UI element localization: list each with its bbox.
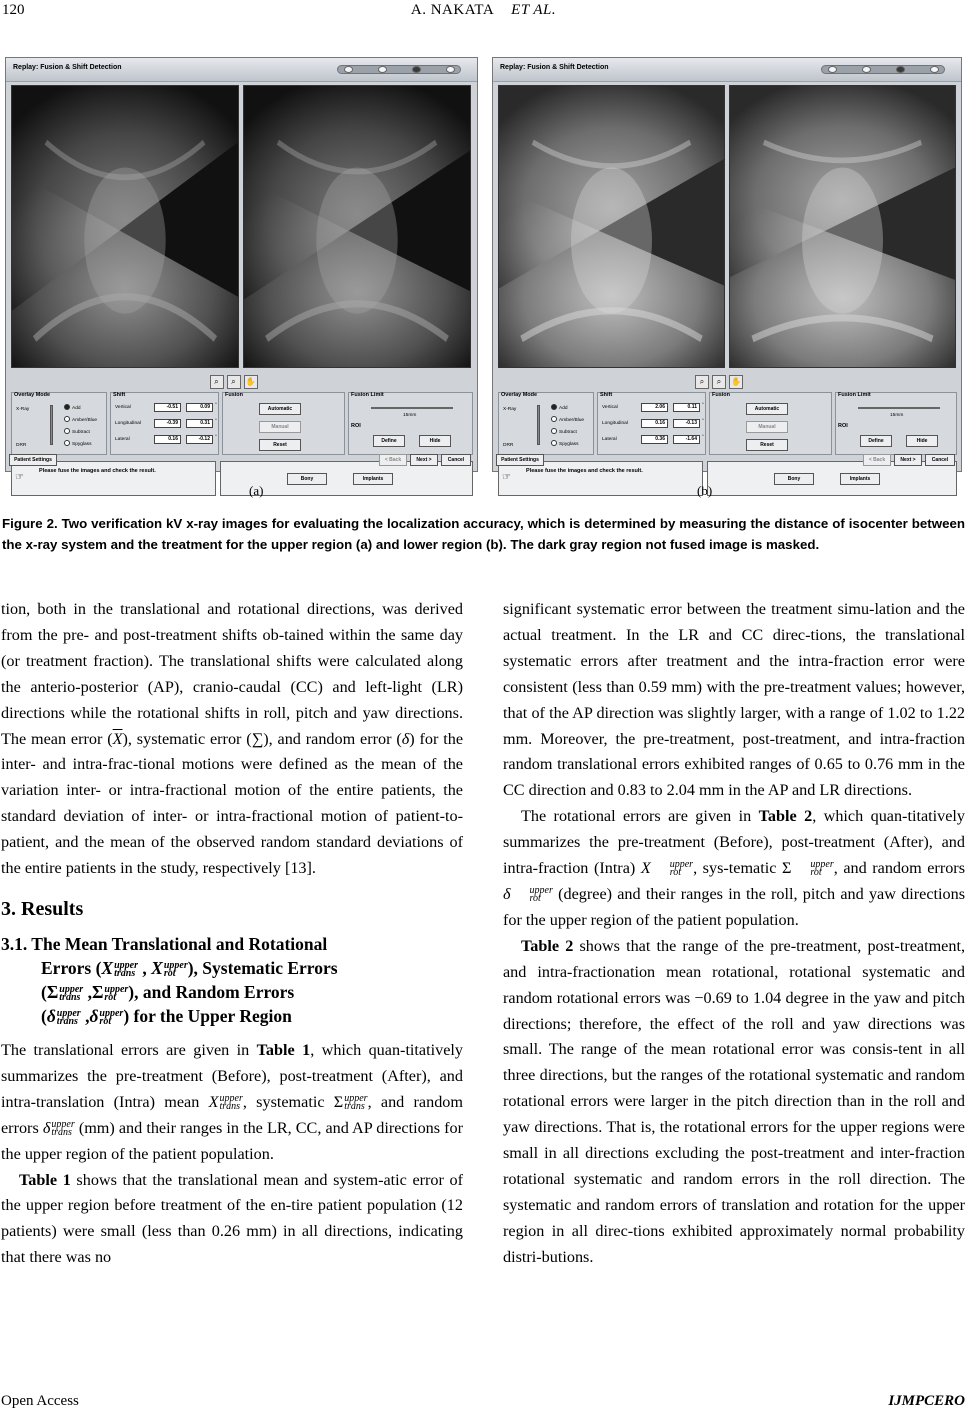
translation-field[interactable]: 0.16: [154, 435, 181, 444]
paragraph-translational-errors: The translational errors are given in Table 1, which quan-titatively summarizes the pre-treatment (Before), post-treatment (After), and intra-translation (Intra) mean X upper trans , systematic Σ upper trans , and random errors δ upper trans (mm) and their ranges in the LR, CC, and AP directions for the upper region of the patient population.: [1, 1040, 464, 1163]
rotation-field[interactable]: 0.09: [186, 403, 213, 412]
degree-symbol: °: [215, 403, 217, 408]
shift-group: [110, 392, 219, 455]
overlay-mode-label: Overlay Mode: [14, 392, 51, 398]
image-tools: [695, 371, 746, 385]
paragraph-methods: tion, both in the translational and rotational directions, was derived from the pre- and post-treatment shifts ob-tained within the same day (or treatment fraction). The translational shifts were calculated along the anterio-posterior (AP), cranio-caudal (CC) and left-light (LR) directions while the rotational shifts in roll, pitch and yaw directions. The mean error $(\overline{X})$, systematic error (∑), and random error (δ) for the inter- and intra-frac-tional motions were defined as the mean of the variation inter- or intra-fractional motion of the entire patients, the standard deviation of inter- or intra-fractional motion of patient-to-patient, and the mean of the observed random standard deviations of the entire patients in the study, respectively [13].: [1, 600, 464, 878]
define-roi-button[interactable]: Define: [373, 435, 405, 447]
window-title: Replay: Fusion & Shift Detection: [500, 64, 609, 71]
fusion-limit-value: 15mm: [890, 413, 904, 418]
overlay-radio-spyglass[interactable]: Spyglass: [64, 440, 91, 447]
xray-image-left: [11, 85, 239, 368]
fusion-group: [709, 392, 832, 455]
step-dot: [896, 66, 905, 73]
step-dot: [862, 66, 871, 73]
degree-symbol: °: [702, 419, 704, 424]
paragraph-systematic-error: significant systematic error between the treatment simu-lation and the actual treatment. In the LR and CC direc-tions, the translational systematic errors after treatment and the intra-fraction error were consistent (less than 0.59 mm) with the pre-treatment values; however, that of the AP direction was slightly larger, with a range of 1.02 to 1.22 mm. Moreover, the pre-treatment, post-treatment, and intra-fraction random translational errors exhibited ranges of 0.65 to 0.76 mm in the CC direction and 0.83 to 2.04 mm in the AP and LR directions.: [503, 600, 965, 800]
table-2-reference[interactable]: Table 2: [758, 807, 813, 826]
shift-row-label: Lateral: [602, 437, 617, 442]
overlay-radio-add[interactable]: Add: [551, 404, 568, 411]
shift-row-label: Vertical: [602, 405, 618, 410]
degree-symbol: °: [215, 435, 217, 440]
window-title: Replay: Fusion & Shift Detection: [13, 64, 122, 71]
fusion-limit-slider[interactable]: [858, 407, 940, 409]
shift-row-label: Longitudinal: [115, 421, 141, 426]
overlay-mode-group: [11, 392, 107, 455]
overlay-radio-subtract[interactable]: Subtract: [64, 428, 90, 435]
table-1-reference-2[interactable]: Table 1: [19, 1170, 71, 1189]
hand-pointer-icon: ☞: [502, 472, 511, 483]
subsection-heading-3-1: 3.1. The Mean Translational and Rotational Errors (X upper trans , X upper rot ), Systematic Errors (Σ upper trans ,Σ upper rot ), and Random Errors (δ upper trans ,δ upper rot ) for the Upper Region: [1, 933, 338, 1027]
fusion-limit-value: 15mm: [403, 413, 417, 418]
zoom-in-icon[interactable]: ⌕: [210, 375, 224, 389]
hide-roi-button[interactable]: Hide: [419, 435, 451, 447]
subfigure-label-b: (b): [697, 483, 713, 498]
mean-error-symbol: $\overline{X}$: [112, 729, 123, 748]
zoom-out-icon[interactable]: ⌕: [227, 375, 241, 389]
zoom-out-icon[interactable]: ⌕: [712, 375, 726, 389]
degree-symbol: °: [702, 403, 704, 408]
hide-roi-button[interactable]: Hide: [906, 435, 938, 447]
step-dot: [412, 66, 421, 73]
fusion-limit-group: [348, 392, 473, 455]
overlay-mode-label: Overlay Mode: [501, 392, 538, 398]
overlay-radio-subtract[interactable]: Subtract: [551, 428, 577, 435]
roi-label: ROI: [838, 423, 848, 429]
page-footer: [0, 1393, 967, 1413]
rotation-field[interactable]: -0.13: [673, 419, 700, 428]
overlay-radio-add[interactable]: Add: [64, 404, 81, 411]
section-heading-results: 3. Results: [1, 897, 84, 920]
rotation-field[interactable]: -0.12: [186, 435, 213, 444]
figure-caption: Figure 2. Two verification kV x-ray images for evaluating the localization accuracy, which is determined by measuring the distance of isocenter between the x-ray system and the treatment for the upper region (a) and lower region (b). The dark gray region not fused image is masked.: [2, 516, 965, 552]
translation-field[interactable]: 2.06: [641, 403, 668, 412]
subfigure-label-a: (a): [249, 483, 264, 498]
paragraph-table1-discussion: Table 1 shows that the translational mean and system-atic error of the upper region before treatment of the en-tire patient population (12 patients) were small (less than 0.26 mm) in all directions, indicating that there was no: [1, 1170, 464, 1267]
zoom-in-icon[interactable]: ⌕: [695, 375, 709, 389]
drr-image-right: [243, 85, 471, 368]
right-column: [503, 597, 965, 1271]
systematic-error-symbol: ∑: [251, 729, 264, 748]
degree-symbol: °: [215, 419, 217, 424]
automatic-button[interactable]: Automatic: [259, 403, 301, 415]
xray-label: X-Ray: [503, 407, 517, 412]
step-indicator: [821, 65, 945, 74]
shift-row-label: Lateral: [115, 437, 130, 442]
step-dot: [828, 66, 837, 73]
step-indicator: [337, 65, 461, 74]
xray-image-left: [498, 85, 725, 368]
translation-field[interactable]: 0.16: [641, 419, 668, 428]
page-number: 120: [2, 2, 25, 18]
shift-label: Shift: [600, 392, 613, 398]
fusion-limit-group: [835, 392, 957, 455]
table-1-reference[interactable]: Table 1: [256, 1040, 311, 1059]
automatic-button[interactable]: Automatic: [746, 403, 788, 415]
rotation-field[interactable]: 0.31: [186, 419, 213, 428]
wizard-footer: [9, 454, 474, 468]
overlay-radio-amber-blue[interactable]: Amber/Blue: [551, 416, 584, 423]
shift-label: Shift: [113, 392, 126, 398]
table-2-reference-2[interactable]: Table 2: [521, 936, 574, 955]
back-button[interactable]: < Back: [379, 454, 407, 466]
translation-field[interactable]: -0.51: [154, 403, 181, 412]
degree-symbol: °: [702, 435, 704, 440]
overlay-mode-group: [498, 392, 594, 455]
overlay-slider[interactable]: [50, 405, 53, 445]
fusion-label: Fusion: [225, 392, 244, 398]
step-dot: [378, 66, 387, 73]
translation-field[interactable]: -0.39: [154, 419, 181, 428]
manual-button[interactable]: Manual: [259, 421, 301, 433]
fusion-group: [222, 392, 345, 455]
running-head-authors: A. NAKATA ET AL.: [410, 2, 557, 18]
bony-button[interactable]: Bony: [287, 473, 327, 485]
paragraph-table2-discussion: Table 2 shows that the range of the pre-treatment, post-treatment, and intra-fractionation mean rotational, rotational systematic and random rotational errors was −0.69 to 1.04 degree in the yaw and pitch directions; therefore, the effect of the roll and yaw directions was small. The range of the mean rotational error was consis-tent in all three directions, but the ranges of the rotational systematic and random rotational errors were larger in the pitch direction than in the roll and yaw directions. That is, the rotational errors for the upper regions were small in all directions excluding the post-treatment and inter-fraction rotational systematic and random errors in the roll direction. The systematic and random errors of translation and rotation for the upper region in all direc-tions exhibited approximately normal probability distri-butions.: [503, 936, 965, 1266]
roi-label: ROI: [351, 423, 361, 429]
paragraph-rotational-errors: The rotational errors are given in Table 2, which quan-titatively summarizes the pre-treatment (Before), post-treatment (After), and intra-fraction (Intra) X upper rot , sys-tematic Σ upper rot , and random errors δ upper rot (degree) and their ranges in the roll, pitch and yaw directions for the upper region of the patient population.: [503, 807, 965, 929]
overlay-radio-amber-blue[interactable]: Amber/Blue: [64, 416, 97, 423]
fusion-limit-label: Fusion Limit: [838, 392, 871, 398]
overlay-slider[interactable]: [537, 405, 540, 445]
cancel-button[interactable]: Cancel: [441, 454, 471, 466]
drr-image-right: [729, 85, 956, 368]
footer-open-access: Open Access: [1, 1393, 79, 1409]
overlay-radio-spyglass[interactable]: Spyglass: [551, 440, 578, 447]
instruction-text: Please fuse the images and check the result.: [39, 468, 156, 474]
patient-settings-button[interactable]: Patient Settings: [9, 454, 57, 466]
wizard-footer: [496, 454, 958, 468]
footer-journal: IJMPCERO: [888, 1393, 965, 1409]
reset-button[interactable]: Reset: [259, 439, 301, 451]
hand-pointer-icon: ☞: [15, 472, 24, 483]
step-dot: [344, 66, 353, 73]
pan-hand-icon[interactable]: ✋: [244, 375, 258, 389]
translation-field[interactable]: 0.36: [641, 435, 668, 444]
reset-button[interactable]: Reset: [746, 439, 788, 451]
cancel-button[interactable]: Cancel: [925, 454, 955, 466]
drr-label: DRR: [16, 443, 27, 448]
screenshot-panel-a: [5, 57, 478, 483]
rotation-field[interactable]: 0.11: [673, 403, 700, 412]
fusion-limit-label: Fusion Limit: [351, 392, 384, 398]
shift-row-label: Longitudinal: [602, 421, 628, 426]
pan-hand-icon[interactable]: ✋: [729, 375, 743, 389]
running-head: [0, 2, 967, 26]
screenshot-panel-b: [492, 57, 962, 483]
shift-row-label: Vertical: [115, 405, 131, 410]
left-column: [1, 597, 463, 1271]
shift-group: [597, 392, 706, 455]
fusion-limit-slider[interactable]: [371, 407, 453, 409]
patient-settings-button[interactable]: Patient Settings: [496, 454, 544, 466]
bony-button[interactable]: Bony: [774, 473, 814, 485]
next-button[interactable]: Next >: [410, 454, 438, 466]
next-button[interactable]: Next >: [894, 454, 922, 466]
manual-button[interactable]: Manual: [746, 421, 788, 433]
instruction-text: Please fuse the images and check the result.: [526, 468, 643, 474]
implants-button[interactable]: Implants: [353, 473, 393, 485]
drr-label: DRR: [503, 443, 514, 448]
implants-button[interactable]: Implants: [840, 473, 880, 485]
back-button[interactable]: < Back: [863, 454, 891, 466]
step-dot: [446, 66, 455, 73]
step-dot: [930, 66, 939, 73]
fusion-label: Fusion: [712, 392, 731, 398]
image-tools: [210, 371, 261, 385]
xray-label: X-Ray: [16, 407, 30, 412]
random-error-symbol: δ: [401, 729, 410, 748]
define-roi-button[interactable]: Define: [860, 435, 892, 447]
title-bar: [493, 58, 961, 82]
rotation-field[interactable]: -1.64: [673, 435, 700, 444]
title-bar: [6, 58, 477, 82]
